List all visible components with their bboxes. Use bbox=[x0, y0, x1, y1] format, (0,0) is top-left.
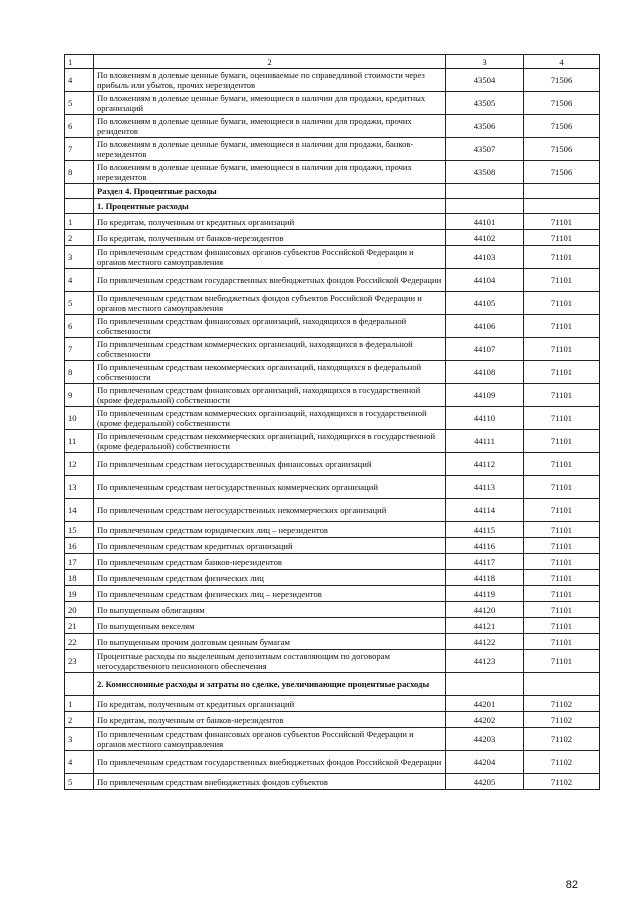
description-cell: По привлеченным средствам кредитных организаций bbox=[94, 538, 446, 554]
code-cell: 71101 bbox=[524, 538, 600, 554]
row-number-cell: 4 bbox=[65, 751, 94, 774]
description-cell: По привлеченным средствам негосударственных коммерческих организаций bbox=[94, 476, 446, 499]
description-cell: По выпущенным прочим долговым ценным бумагам bbox=[94, 634, 446, 650]
table-row bbox=[65, 774, 600, 790]
code-cell: 71506 bbox=[524, 138, 600, 161]
row-number-cell: 4 bbox=[65, 69, 94, 92]
code-cell bbox=[446, 199, 524, 214]
description-cell: По привлеченным средствам некоммерческих организаций, находящихся в федеральной собственности bbox=[94, 361, 446, 384]
description-cell: По вложениям в долевые ценные бумаги, имеющиеся в наличии для продажи, прочих нерезидентов bbox=[94, 161, 446, 184]
code-cell: 71101 bbox=[524, 554, 600, 570]
code-cell: 71102 bbox=[524, 696, 600, 712]
code-cell: 71101 bbox=[524, 292, 600, 315]
row-number-cell: 19 bbox=[65, 586, 94, 602]
table-row bbox=[65, 586, 600, 602]
code-cell: 44121 bbox=[446, 618, 524, 634]
description-cell: По привлеченным средствам финансовых организаций, находящихся в федеральной собственности bbox=[94, 315, 446, 338]
description-cell: По кредитам, полученным от банков-нерезидентов bbox=[94, 230, 446, 246]
description-cell: По кредитам, полученным от кредитных организаций bbox=[94, 214, 446, 230]
code-cell: 44109 bbox=[446, 384, 524, 407]
header-cell: 2 bbox=[94, 55, 446, 69]
code-cell: 71101 bbox=[524, 570, 600, 586]
code-cell: 71101 bbox=[524, 618, 600, 634]
row-number-cell: 22 bbox=[65, 634, 94, 650]
table-row bbox=[65, 602, 600, 618]
description-cell: По привлеченным средствам государственных внебюджетных фондов Российской Федерации bbox=[94, 751, 446, 774]
code-cell: 71101 bbox=[524, 269, 600, 292]
code-cell: 71101 bbox=[524, 230, 600, 246]
code-cell: 71506 bbox=[524, 69, 600, 92]
code-cell: 44105 bbox=[446, 292, 524, 315]
code-cell bbox=[524, 199, 600, 214]
code-cell bbox=[524, 673, 600, 696]
table-row bbox=[65, 315, 600, 338]
table-row bbox=[65, 338, 600, 361]
table-row bbox=[65, 161, 600, 184]
table-row bbox=[65, 361, 600, 384]
description-cell: По привлеченным средствам коммерческих организаций, находящихся в федеральной собственности bbox=[94, 338, 446, 361]
table-row bbox=[65, 696, 600, 712]
section-row bbox=[65, 184, 600, 199]
description-cell: По привлеченным средствам негосударственных некоммерческих организаций bbox=[94, 499, 446, 522]
row-number-cell: 8 bbox=[65, 161, 94, 184]
description-cell: По выпущенным векселям bbox=[94, 618, 446, 634]
code-cell: 71101 bbox=[524, 315, 600, 338]
table-row bbox=[65, 554, 600, 570]
description-cell: По выпущенным облигациям bbox=[94, 602, 446, 618]
table-row bbox=[65, 538, 600, 554]
row-number-cell: 5 bbox=[65, 292, 94, 315]
row-number-cell: 14 bbox=[65, 499, 94, 522]
code-cell: 71506 bbox=[524, 92, 600, 115]
row-number-cell: 5 bbox=[65, 92, 94, 115]
code-cell: 44114 bbox=[446, 499, 524, 522]
table-row bbox=[65, 269, 600, 292]
description-cell: По привлеченным средствам внебюджетных фондов субъектов Российской Федерации и органов местного самоуправления bbox=[94, 292, 446, 315]
code-cell: 44122 bbox=[446, 634, 524, 650]
code-cell: 71102 bbox=[524, 728, 600, 751]
table-row bbox=[65, 712, 600, 728]
table-row bbox=[65, 634, 600, 650]
code-cell: 43504 bbox=[446, 69, 524, 92]
row-number-cell: 16 bbox=[65, 538, 94, 554]
code-cell: 44115 bbox=[446, 522, 524, 538]
table-row bbox=[65, 650, 600, 673]
description-cell: По вложениям в долевые ценные бумаги, имеющиеся в наличии для продажи, кредитных организаций bbox=[94, 92, 446, 115]
code-cell: 44116 bbox=[446, 538, 524, 554]
description-cell: По вложениям в долевые ценные бумаги, имеющиеся в наличии для продажи, прочих резидентов bbox=[94, 115, 446, 138]
code-cell: 71101 bbox=[524, 634, 600, 650]
code-cell: 71506 bbox=[524, 115, 600, 138]
section-row bbox=[65, 673, 600, 696]
code-cell: 44113 bbox=[446, 476, 524, 499]
row-number-cell: 4 bbox=[65, 269, 94, 292]
row-number-cell: 11 bbox=[65, 430, 94, 453]
code-cell: 71101 bbox=[524, 430, 600, 453]
code-cell: 43507 bbox=[446, 138, 524, 161]
description-cell: По кредитам, полученным от кредитных организаций bbox=[94, 696, 446, 712]
description-cell: По кредитам, полученным от банков-нерезидентов bbox=[94, 712, 446, 728]
row-number-cell: 6 bbox=[65, 115, 94, 138]
row-number-cell: 7 bbox=[65, 138, 94, 161]
table-row bbox=[65, 570, 600, 586]
code-cell: 44201 bbox=[446, 696, 524, 712]
table-row bbox=[65, 476, 600, 499]
table-row bbox=[65, 751, 600, 774]
table-row bbox=[65, 522, 600, 538]
description-cell: По привлеченным средствам некоммерческих организаций, находящихся в государственной (кроме федеральной) собственности bbox=[94, 430, 446, 453]
table-header-row bbox=[65, 55, 600, 69]
code-cell: 71101 bbox=[524, 214, 600, 230]
page-number: 82 bbox=[565, 879, 578, 891]
row-number-cell: 20 bbox=[65, 602, 94, 618]
description-cell: По привлеченным средствам негосударственных финансовых организаций bbox=[94, 453, 446, 476]
row-number-cell: 12 bbox=[65, 453, 94, 476]
code-cell: 44102 bbox=[446, 230, 524, 246]
code-cell: 71101 bbox=[524, 338, 600, 361]
code-cell: 71101 bbox=[524, 650, 600, 673]
description-cell: По привлеченным средствам банков-нерезидентов bbox=[94, 554, 446, 570]
table-row bbox=[65, 384, 600, 407]
row-number-cell: 17 bbox=[65, 554, 94, 570]
description-cell: По привлеченным средствам физических лиц bbox=[94, 570, 446, 586]
row-number-cell: 3 bbox=[65, 246, 94, 269]
description-cell: Раздел 4. Процентные расходы bbox=[94, 184, 446, 199]
code-cell: 44120 bbox=[446, 602, 524, 618]
description-cell: По вложениям в долевые ценные бумаги, оцениваемые по справедливой стоимости через прибыль или убыток, прочих нерезидентов bbox=[94, 69, 446, 92]
row-number-cell: 8 bbox=[65, 361, 94, 384]
code-cell: 44202 bbox=[446, 712, 524, 728]
description-cell: По привлеченным средствам юридических лиц – нерезидентов bbox=[94, 522, 446, 538]
row-number-cell bbox=[65, 184, 94, 199]
header-cell: 1 bbox=[65, 55, 94, 69]
code-cell: 44103 bbox=[446, 246, 524, 269]
description-cell: По привлеченным средствам государственных внебюджетных фондов Российской Федерации bbox=[94, 269, 446, 292]
code-cell: 71101 bbox=[524, 246, 600, 269]
section-row bbox=[65, 199, 600, 214]
code-cell bbox=[446, 184, 524, 199]
header-cell: 3 bbox=[446, 55, 524, 69]
code-cell: 71102 bbox=[524, 774, 600, 790]
code-cell bbox=[446, 673, 524, 696]
description-cell: 1. Процентные расходы bbox=[94, 199, 446, 214]
code-cell: 44106 bbox=[446, 315, 524, 338]
table-row bbox=[65, 115, 600, 138]
row-number-cell: 23 bbox=[65, 650, 94, 673]
code-cell: 44123 bbox=[446, 650, 524, 673]
code-cell: 71101 bbox=[524, 384, 600, 407]
row-number-cell: 13 bbox=[65, 476, 94, 499]
description-cell: По привлеченным средствам финансовых органов субъектов Российской Федерации и органов местного самоуправления bbox=[94, 728, 446, 751]
code-cell: 44203 bbox=[446, 728, 524, 751]
code-cell: 71101 bbox=[524, 453, 600, 476]
code-cell: 71101 bbox=[524, 407, 600, 430]
code-cell: 44111 bbox=[446, 430, 524, 453]
row-number-cell bbox=[65, 673, 94, 696]
code-cell: 71101 bbox=[524, 586, 600, 602]
row-number-cell: 9 bbox=[65, 384, 94, 407]
code-cell bbox=[524, 184, 600, 199]
description-cell: Процентные расходы по выделенным депозитным составляющим по договорам негосударственного пенсионного обеспечения bbox=[94, 650, 446, 673]
row-number-cell: 6 bbox=[65, 315, 94, 338]
table-row bbox=[65, 230, 600, 246]
code-cell: 43506 bbox=[446, 115, 524, 138]
row-number-cell: 10 bbox=[65, 407, 94, 430]
table-row bbox=[65, 292, 600, 315]
code-cell: 44110 bbox=[446, 407, 524, 430]
row-number-cell: 3 bbox=[65, 728, 94, 751]
code-cell: 43508 bbox=[446, 161, 524, 184]
row-number-cell bbox=[65, 199, 94, 214]
code-cell: 71101 bbox=[524, 602, 600, 618]
code-cell: 44205 bbox=[446, 774, 524, 790]
table-row bbox=[65, 92, 600, 115]
code-cell: 44108 bbox=[446, 361, 524, 384]
code-cell: 71101 bbox=[524, 361, 600, 384]
row-number-cell: 18 bbox=[65, 570, 94, 586]
code-cell: 71101 bbox=[524, 522, 600, 538]
table-row bbox=[65, 618, 600, 634]
table-row bbox=[65, 430, 600, 453]
code-cell: 71102 bbox=[524, 712, 600, 728]
table-row bbox=[65, 246, 600, 269]
code-cell: 44112 bbox=[446, 453, 524, 476]
row-number-cell: 15 bbox=[65, 522, 94, 538]
description-cell: По привлеченным средствам физических лиц – нерезидентов bbox=[94, 586, 446, 602]
table-row bbox=[65, 138, 600, 161]
table-row bbox=[65, 407, 600, 430]
table-row bbox=[65, 728, 600, 751]
description-cell: По привлеченным средствам финансовых организаций, находящихся в государственной (кроме федеральной) собственности bbox=[94, 384, 446, 407]
code-cell: 71101 bbox=[524, 476, 600, 499]
code-cell: 71101 bbox=[524, 499, 600, 522]
code-cell: 44101 bbox=[446, 214, 524, 230]
description-cell: 2. Комиссионные расходы и затраты по сделке, увеличивающие процентные расходы bbox=[94, 673, 446, 696]
row-number-cell: 1 bbox=[65, 214, 94, 230]
code-cell: 44107 bbox=[446, 338, 524, 361]
accounts-table bbox=[64, 54, 600, 790]
code-cell: 44117 bbox=[446, 554, 524, 570]
table-row bbox=[65, 453, 600, 476]
row-number-cell: 21 bbox=[65, 618, 94, 634]
table-row bbox=[65, 69, 600, 92]
table-row bbox=[65, 499, 600, 522]
code-cell: 71506 bbox=[524, 161, 600, 184]
code-cell: 44104 bbox=[446, 269, 524, 292]
header-cell: 4 bbox=[524, 55, 600, 69]
row-number-cell: 5 bbox=[65, 774, 94, 790]
code-cell: 44118 bbox=[446, 570, 524, 586]
code-cell: 44119 bbox=[446, 586, 524, 602]
row-number-cell: 2 bbox=[65, 712, 94, 728]
description-cell: По вложениям в долевые ценные бумаги, имеющиеся в наличии для продажи, банков-нерезидентов bbox=[94, 138, 446, 161]
table-row bbox=[65, 214, 600, 230]
code-cell: 44204 bbox=[446, 751, 524, 774]
code-cell: 71102 bbox=[524, 751, 600, 774]
row-number-cell: 1 bbox=[65, 696, 94, 712]
description-cell: По привлеченным средствам финансовых органов субъектов Российской Федерации и органов местного самоуправления bbox=[94, 246, 446, 269]
row-number-cell: 7 bbox=[65, 338, 94, 361]
row-number-cell: 2 bbox=[65, 230, 94, 246]
description-cell: По привлеченным средствам внебюджетных фондов субъектов bbox=[94, 774, 446, 790]
description-cell: По привлеченным средствам коммерческих организаций, находящихся в государственной (кроме федеральной) собственности bbox=[94, 407, 446, 430]
code-cell: 43505 bbox=[446, 92, 524, 115]
